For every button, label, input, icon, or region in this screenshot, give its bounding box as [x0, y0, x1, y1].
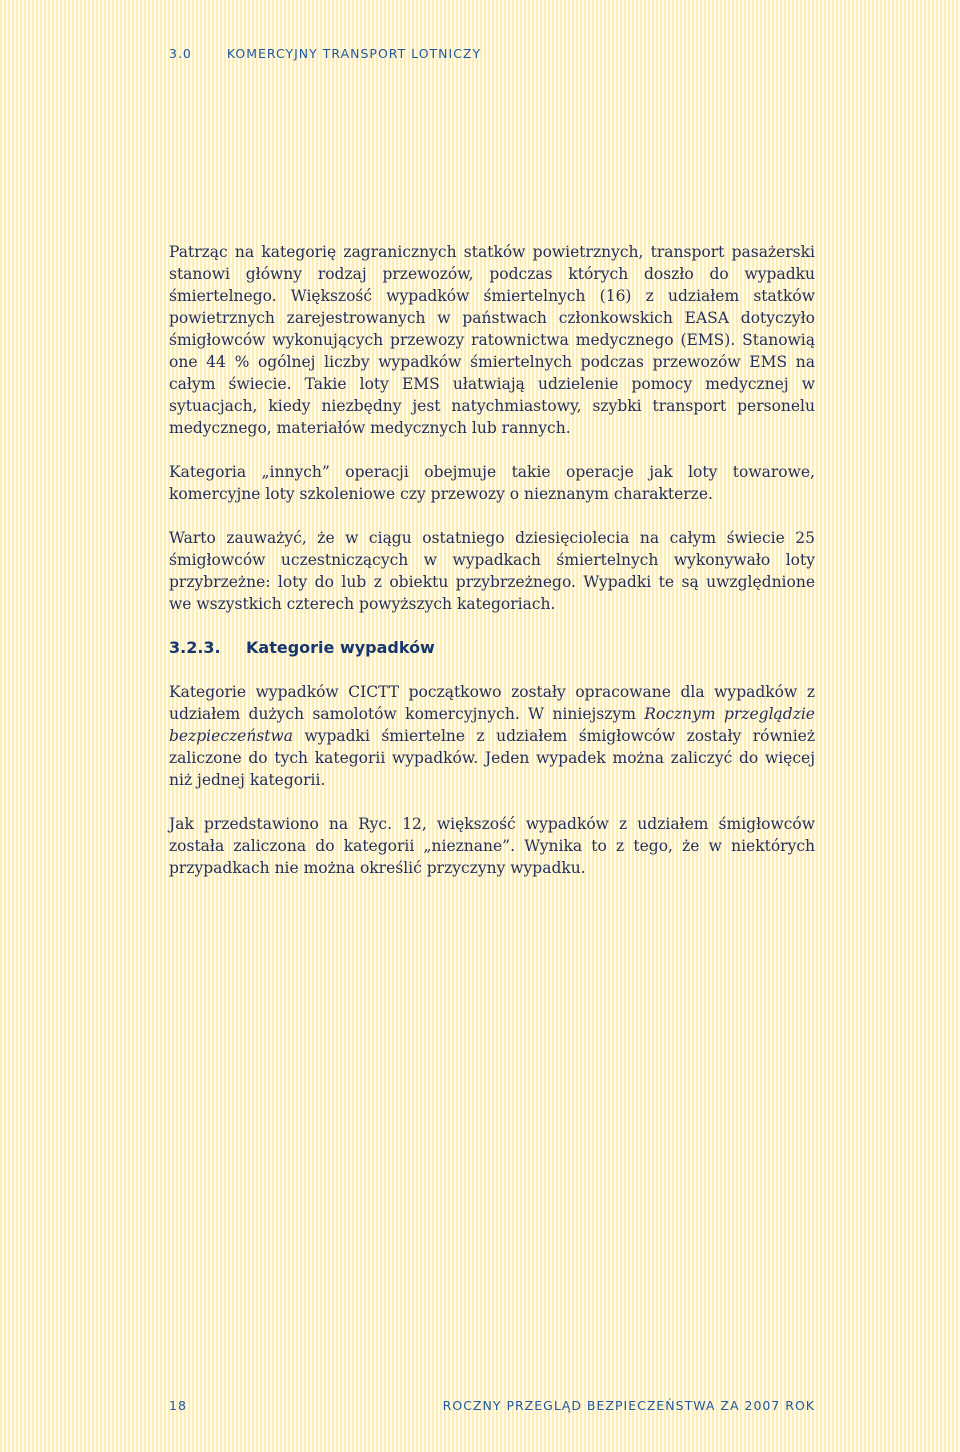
paragraph-offshore-flights: Warto zauważyć, że w ciągu ostatniego dziesięciolecia na całym świecie 25 śmigłowców uczestniczących w wypadkach śmiertelnych wykonywało loty przybrzeżne: loty do lub z obiektu przybrzeżnego. Wypadki te są uwzględnione we wszystkich czterech powyższych kategoriach. [169, 529, 815, 613]
paragraph-unknown-category: Jak przedstawiono na Ryc. 12, większość wypadków z udziałem śmigłowców została zaliczona do kategorii „nieznane”. Wynika to z tego, że w niektórych przypadkach nie można określić przyczyny wypadku. [169, 815, 815, 877]
paragraph-cictt-text-start: Kategorie wypadków CICTT początkowo zostały opracowane dla wypadków z udziałem dużych samolotów komercyjnych. W niniejszym [169, 683, 815, 723]
paragraph-passenger-transport: Patrząc na kategorię zagranicznych statków powietrznych, transport pasażerski stanowi główny rodzaj przewozów, podczas których doszło do wypadku śmiertelnego. Większość wypadków śmiertelnych (16) z udziałem statków powietrznych zarejestrowanych w państwach członkowskich EASA dotyczyło śmigłowców wykonujących przewozy ratownictwa medycznego (EMS). Stanowią one 44 % ogólnej liczby wypadków śmiertelnych podczas przewozów EMS na całym świecie. Takie loty EMS ułatwiają udzielenie pomocy medycznej w sytuacjach, kiedy niezbędny jest natychmiastowy, szybki transport personelu medycznego, materiałów medycznych lub rannych. [169, 243, 815, 437]
section-number: 3.2.3. [169, 638, 221, 657]
paragraph-cictt-text-end: wypadki śmiertelne z udziałem śmigłowców zostały również zaliczone do tych kategorii wypadków. Jeden wypadek można zaliczyć do więcej niż jednej kategorii. [169, 727, 815, 789]
page-number: 18 [169, 1398, 187, 1413]
running-footer [169, 1398, 815, 1413]
section-title: Kategorie wypadków [246, 638, 435, 657]
running-header [169, 46, 481, 61]
paragraph-cictt-categories [169, 681, 815, 791]
section-heading [169, 637, 815, 659]
publication-title-italic: Rocznym przeglądzie bezpieczeństwa [169, 705, 815, 745]
paragraph-other-operations: Kategoria „innych” operacji obejmuje takie operacje jak loty towarowe, komercyjne loty szkoleniowe czy przewozy o nieznanym charakterze. [169, 463, 815, 503]
header-section-title: KOMERCYJNY TRANSPORT LOTNICZY [226, 46, 482, 61]
header-section-number: 3.0 [169, 46, 192, 61]
body-text [169, 241, 815, 901]
footer-publication-title: ROCZNY PRZEGLĄD BEZPIECZEŃSTWA ZA 2007 ROK [442, 1398, 815, 1413]
